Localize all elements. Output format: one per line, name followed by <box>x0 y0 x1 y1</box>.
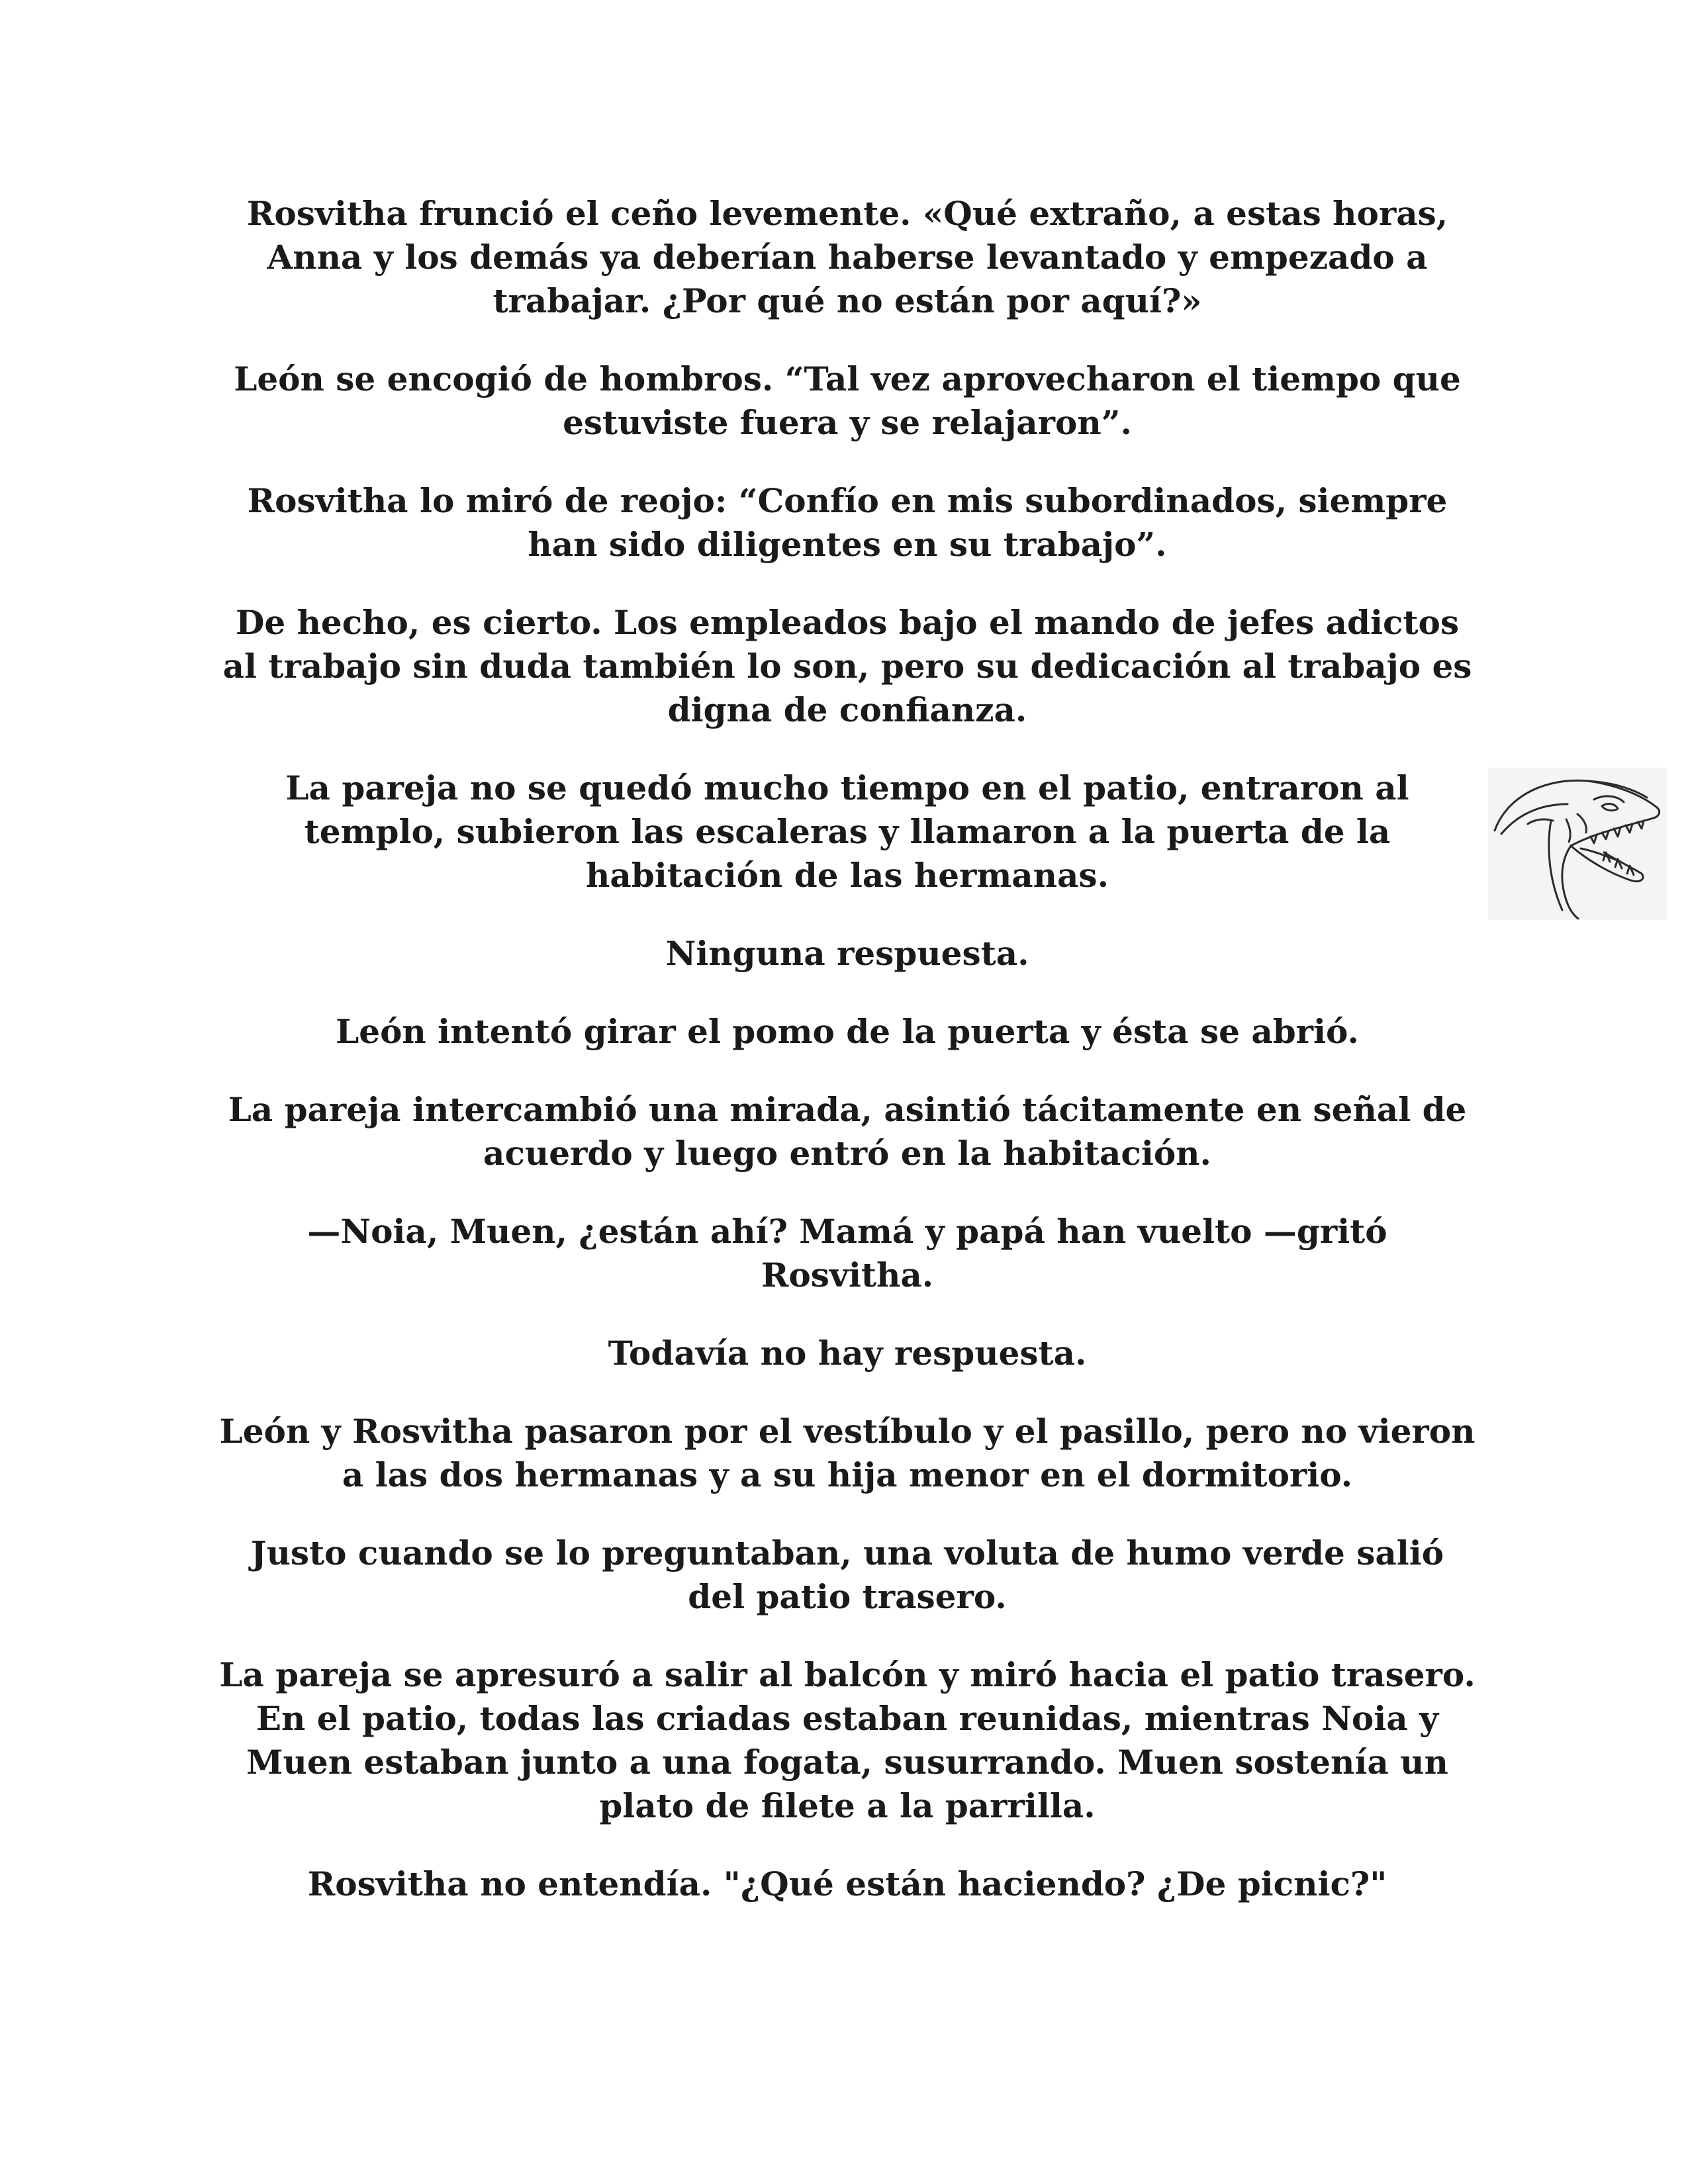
paragraph: —Noia, Muen, ¿están ahí? Mamá y papá han vuelto —gritó Rosvitha. <box>307 1212 1387 1295</box>
paragraph: Rosvitha no entendía. "¿Qué están haciendo? ¿De picnic?" <box>307 1864 1387 1903</box>
paragraph: De hecho, es cierto. Los empleados bajo el mando de jefes adictos al trabajo sin duda también lo son, pero su dedicación al trabajo es digna de confianza. <box>222 603 1472 729</box>
paragraph: La pareja se apresuró a salir al balcón y miró hacia el patio trasero. En el patio, todas las criadas estaban reunidas, mientras Noia y Muen estaban junto a una fogata, susurrando. Muen sostenía un plato de filete a la parrilla. <box>219 1655 1476 1825</box>
paragraph: León se encogió de hombros. “Tal vez aprovecharon el tiempo que estuviste fuera y se relajaron”. <box>234 359 1461 442</box>
paragraph: Justo cuando se lo preguntaban, una voluta de humo verde salió del patio trasero. <box>250 1533 1444 1616</box>
paragraph: León y Rosvitha pasaron por el vestíbulo y el pasillo, pero no vieron a las dos hermanas y a su hija menor en el dormitorio. <box>219 1412 1476 1494</box>
paragraph: La pareja intercambió una mirada, asintió tácitamente en señal de acuerdo y luego entró en la habitación. <box>228 1090 1467 1173</box>
paragraph: Rosvitha lo miró de reojo: “Confío en mis subordinados, siempre han sido diligentes en su trabajo”. <box>247 481 1448 564</box>
paragraph: Todavía no hay respuesta. <box>608 1334 1087 1373</box>
dinosaur-head-icon <box>1488 768 1667 920</box>
paragraph: La pareja no se quedó mucho tiempo en el patio, entraron al templo, subieron las escaleras y llamaron a la puerta de la habitación de las hermanas. <box>285 768 1409 895</box>
paragraph: Rosvitha frunció el ceño levemente. «Qué extraño, a estas horas, Anna y los demás ya deberían haberse levantado y empezado a trabajar. ¿Por qué no están por aquí?» <box>246 194 1448 320</box>
paragraph: Ninguna respuesta. <box>665 934 1029 973</box>
text-column <box>218 192 1476 1940</box>
paragraph: León intentó girar el pomo de la puerta y ésta se abrió. <box>336 1012 1359 1051</box>
